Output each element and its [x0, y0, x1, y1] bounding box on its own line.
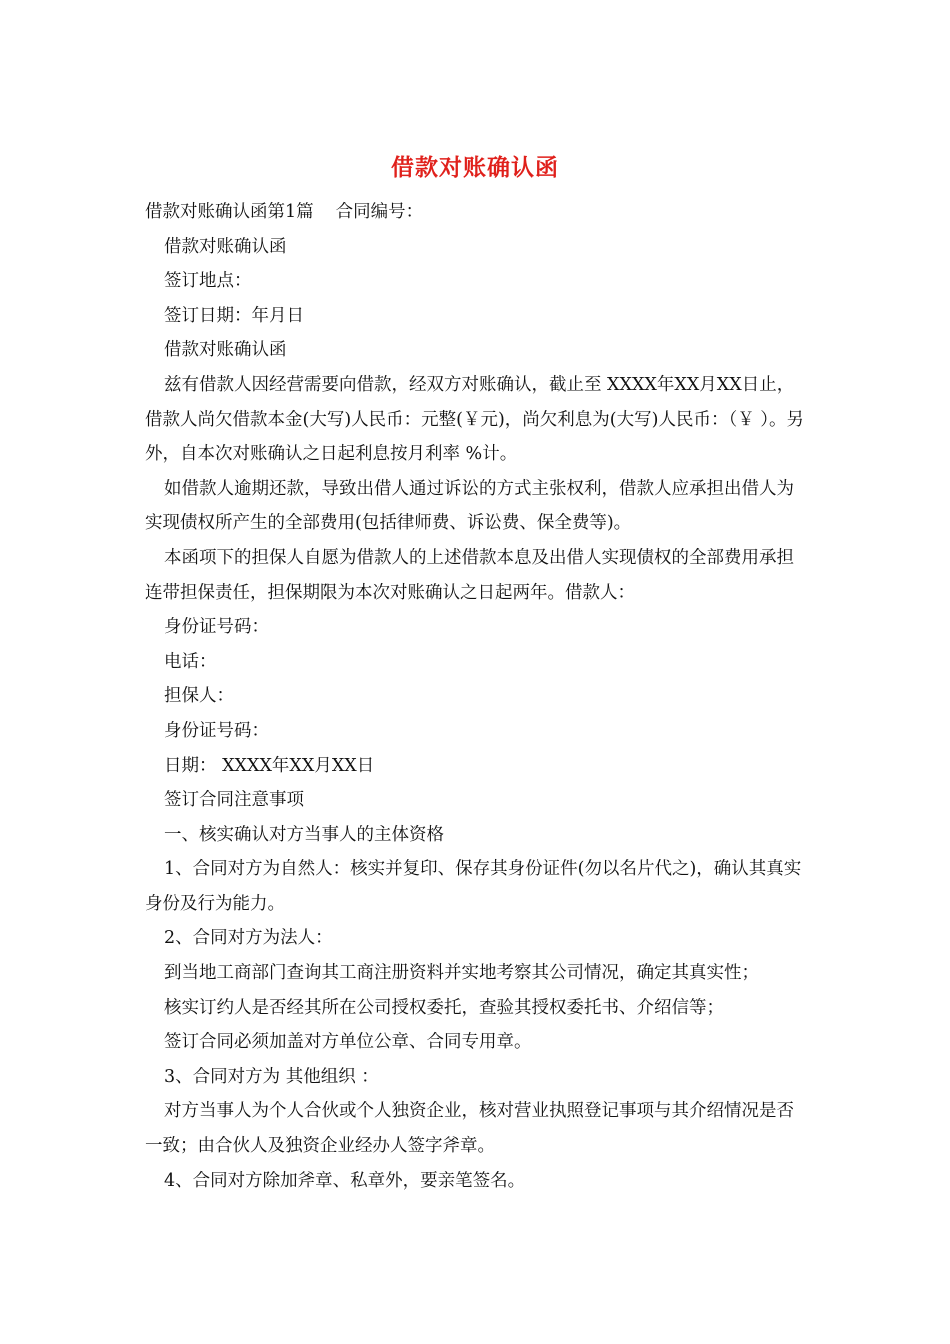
- paragraph-5: 兹有借款人因经营需要向借款，经双方对账确认，截止至 XXXX年XX月XX日止，借款人尚欠借款本金(大写)人民币：元整(￥元)，尚欠利息为(大写)人民币：（￥ ）。另外，自本次对账确认之日起利息按月利率 %计。: [145, 374, 805, 465]
- paragraph-16: 2、合同对方为法人：: [164, 928, 333, 949]
- paragraph-14: 一、核实确认对方当事人的主体资格: [164, 824, 444, 845]
- paragraph-20: 3、合同对方为 其他组织 ：: [164, 1066, 379, 1087]
- paragraph-21: 对方当事人为个人合伙或个人独资企业，核对营业执照登记事项与其介绍情况是否一致；由合伙人及独资企业经办人签字斧章。: [145, 1101, 794, 1157]
- header-part-1: 借款对账确认函第1篇: [145, 202, 314, 222]
- paragraph-19: 签订合同必须加盖对方单位公章、合同专用章。: [164, 1032, 532, 1053]
- paragraph-3: 签订日期：年月日: [164, 305, 304, 326]
- header-part-2: 合同编号：: [335, 202, 424, 222]
- paragraph-18: 核实订约人是否经其所在公司授权委托，查验其授权委托书、介绍信等；: [164, 997, 724, 1018]
- paragraph-13: 签订合同注意事项: [164, 790, 304, 811]
- document-title: 借款对账确认函: [391, 154, 559, 181]
- paragraph-22: 4、合同对方除加斧章、私章外，要亲笔签名。: [164, 1170, 526, 1191]
- header-line: [145, 195, 810, 230]
- paragraph-8: 身份证号码：: [164, 617, 269, 638]
- paragraph-11: 身份证号码：: [164, 720, 269, 741]
- document-body: [145, 195, 810, 1198]
- paragraph-4: 借款对账确认函: [164, 340, 287, 361]
- paragraph-2: 签订地点：: [164, 271, 252, 292]
- paragraph-1: 借款对账确认函: [164, 236, 287, 257]
- paragraph-12: 日期： XXXX年XX月XX日: [164, 755, 375, 776]
- paragraph-7: 本函项下的担保人自愿为借款人的上述借款本息及出借人实现债权的全部费用承担连带担保责任，担保期限为本次对账确认之日起两年。借款人：: [145, 547, 794, 603]
- paragraph-10: 担保人：: [164, 686, 234, 707]
- paragraph-15: 1、合同对方为自然人：核实并复印、保存其身份证件(勿以名片代之)，确认其真实身份及行为能力。: [145, 859, 802, 914]
- paragraph-6: 如借款人逾期还款，导致出借人通过诉讼的方式主张权利，借款人应承担出借人为实现债权所产生的全部费用(包括律师费、诉讼费、保全费等)。: [145, 478, 794, 534]
- paragraph-17: 到当地工商部门查询其工商注册资料并实地考察其公司情况，确定其真实性；: [164, 963, 759, 984]
- paragraph-9: 电话：: [164, 651, 217, 672]
